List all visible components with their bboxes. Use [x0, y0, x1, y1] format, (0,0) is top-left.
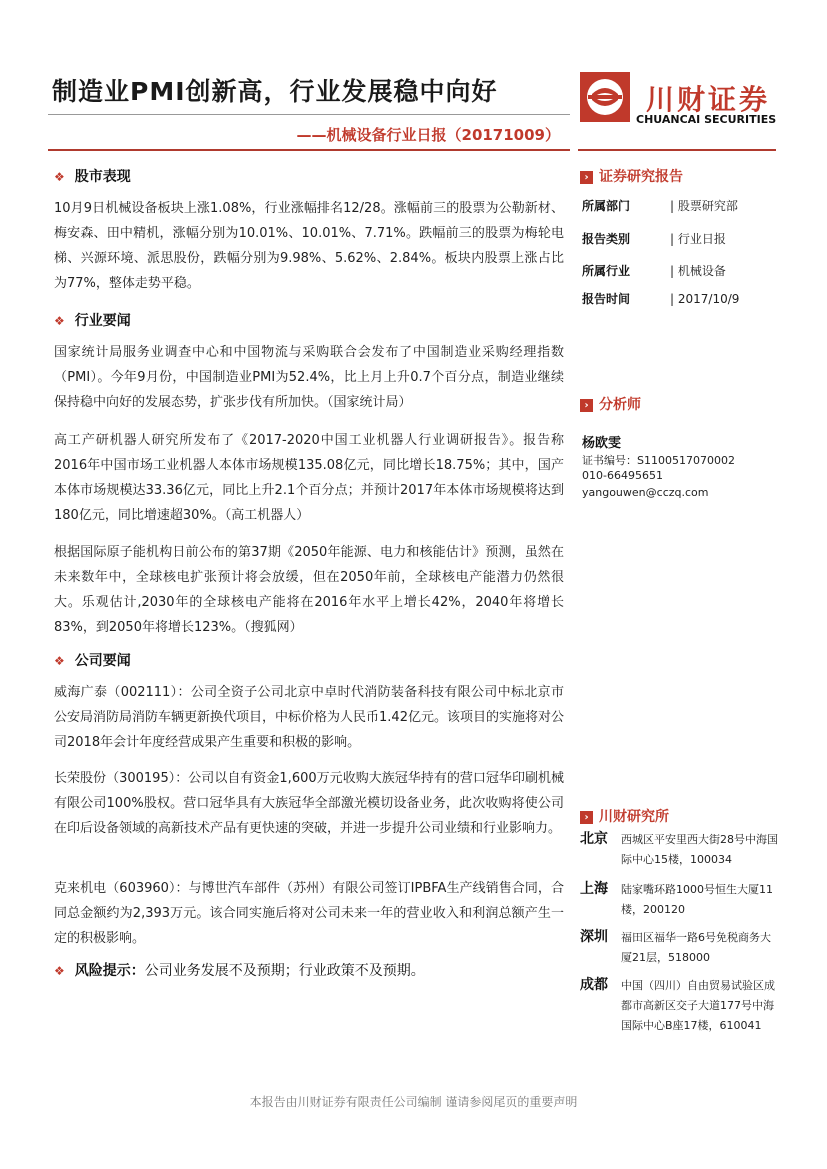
- risk-warning: ❖ 风险提示：公司业务发展不及预期；行业政策不及预期。: [54, 963, 425, 979]
- info-row-date: 报告时间 | 2017/10/9: [582, 292, 740, 306]
- page-subtitle: ——机械设备行业日报（20171009）: [296, 126, 560, 144]
- main-divider: [48, 149, 570, 151]
- office-address-shenzhen: 福田区福华一路6号免税商务大厦21层，518000: [621, 931, 771, 964]
- diamond-bullet-icon: ❖: [54, 964, 65, 978]
- office-city-shenzhen: 深圳: [580, 929, 608, 945]
- analyst-icon: ›: [580, 399, 593, 412]
- company-logo-en: CHUANCAI SECURITIES: [636, 113, 777, 126]
- sidebar-heading-report: › 证券研究报告: [580, 166, 683, 186]
- industry-paragraph: 根据国际原子能机构日前公布的第37期《2050年能源、电力和核能估计》预测，虽然在未来数年中，全球核电扩张预计将会放缓，但在2050年前，全球核电产能潜力仍然很大。乐观估计,2030年的全球核电产能将在2016年水平上增长42%，2040年将增长83%，到2050年将增长123%。（搜狐网）: [54, 545, 564, 635]
- company-logo-cn: 川财证券: [646, 83, 771, 116]
- analyst-phone: 010-66495651: [582, 469, 663, 482]
- company-paragraph: 长荣股份（300195）：公司以自有资金1,600万元收购大族冠华持有的营口冠华印刷机械有限公司100%股权。营口冠华具有大族冠华全部激光模切设备业务，此次收购将使公司在印后设备领域的高新技术产品有更快速的突破，并进一步提升公司业绩和行业影响力。: [54, 771, 564, 836]
- sidebar-heading-institute: › 川财研究所: [580, 806, 669, 826]
- page-footer: 本报告由川财证券有限责任公司编制 谨请参阅尾页的重要声明: [249, 1095, 578, 1109]
- section-heading-company: ❖ 公司要闻: [54, 653, 131, 669]
- office-address-beijing: 西城区平安里西大街28号中海国际中心15楼，100034: [621, 833, 778, 866]
- office-city-chengdu: 成都: [580, 977, 608, 993]
- analyst-cert: 证书编号：S1100517070002: [582, 454, 735, 467]
- sidebar-heading-analyst: › 分析师: [580, 394, 641, 414]
- office-address-chengdu: 中国（四川）自由贸易试验区成都市高新区交子大道177号中海国际中心B座17楼，610041: [621, 979, 775, 1032]
- info-row-category: 报告类别 | 行业日报: [582, 232, 726, 246]
- page-title: 制造业PMI创新高，行业发展稳中向好: [52, 77, 498, 106]
- office-city-shanghai: 上海: [580, 881, 608, 897]
- industry-paragraph: 国家统计局服务业调查中心和中国物流与采购联合会发布了中国制造业采购经理指数（PMI）。今年9月份，中国制造业PMI为52.4%，比上月上升0.7个百分点，制造业继续保持稳中向好的发展态势，扩张步伐有所加快。（国家统计局）: [54, 345, 564, 410]
- market-paragraph: 10月9日机械设备板块上涨1.08%，行业涨幅排名12/28。涨幅前三的股票为公勒新材、梅安森、田中精机，涨幅分别为10.01%、10.01%、7.71%。跌幅前三的股票为梅轮电梯、兴源环境、派思股份，跌幅分别为9.98%、5.62%、2.84%。板块内股票上涨占比为77%，整体走势平稳。: [54, 201, 564, 291]
- risk-text: 公司业务发展不及预期；行业政策不及预期。: [144, 963, 425, 979]
- section-heading-industry: ❖ 行业要闻: [54, 313, 131, 329]
- office-city-beijing: 北京: [580, 831, 608, 847]
- diamond-bullet-icon: ❖: [54, 314, 65, 328]
- company-paragraph: 克来机电（603960）：与博世汽车部件（苏州）有限公司签订IPBFA生产线销售合同，合同总金额约为2,393万元。该合同实施后将对公司未来一年的营业收入和利润总额产生一定的积极影响。: [54, 881, 564, 946]
- sidebar-divider: [578, 149, 776, 151]
- industry-paragraph: 高工产研机器人研究所发布了《2017-2020中国工业机器人行业调研报告》。报告称2016年中国市场工业机器人本体市场规模135.08亿元，同比增长18.75%；其中，国产本体市场规模达33.36亿元，同比上升2.1个百分点；并预计2017年本体市场规模将达到180亿元，同比增速超30%。（高工机器人）: [54, 433, 564, 523]
- report-icon: ›: [580, 171, 593, 184]
- diamond-bullet-icon: ❖: [54, 654, 65, 668]
- company-paragraph: 威海广泰（002111）：公司全资子公司北京中卓时代消防装备科技有限公司中标北京市公安局消防局消防车辆更新换代项目，中标价格为人民币1.42亿元。该项目的实施将对公司2018年会计年度经营成果产生重要和积极的影响。: [54, 685, 564, 750]
- analyst-email[interactable]: yangouwen@cczq.com: [582, 486, 709, 499]
- header-divider: [48, 114, 570, 115]
- diamond-bullet-icon: ❖: [54, 170, 65, 184]
- company-logo-icon: [580, 72, 630, 122]
- section-heading-market: ❖ 股市表现: [54, 169, 131, 185]
- office-address-shanghai: 陆家嘴环路1000号恒生大厦11楼，200120: [621, 883, 773, 916]
- institute-icon: ›: [580, 811, 593, 824]
- info-row-industry: 所属行业 | 机械设备: [582, 264, 726, 278]
- info-row-department: 所属部门 | 股票研究部: [582, 199, 738, 213]
- analyst-name: 杨欧雯: [582, 436, 622, 451]
